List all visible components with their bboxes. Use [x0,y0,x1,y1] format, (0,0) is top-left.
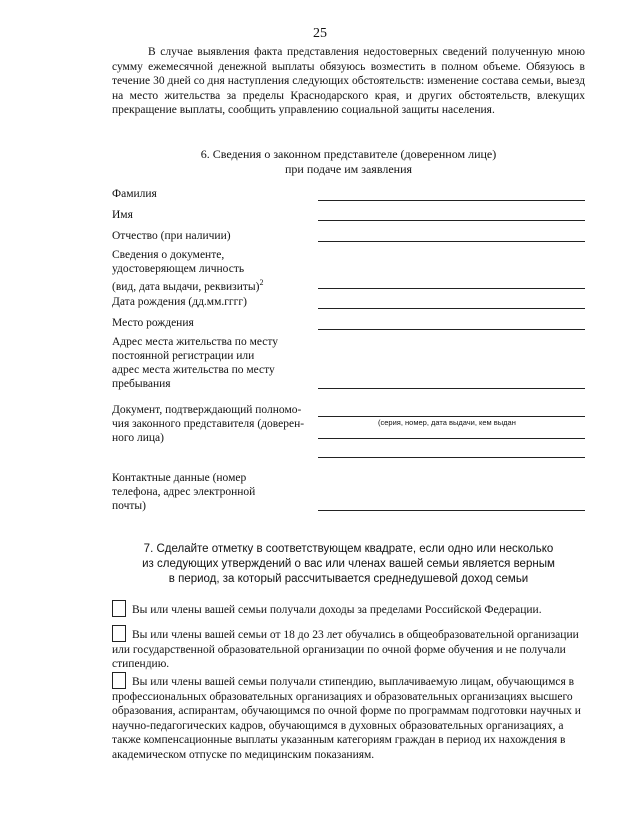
address-label-line: адрес места жительства по месту [112,364,275,376]
address-label-line: Адрес места жительства по месту [112,336,278,348]
address-field-line[interactable] [318,388,585,389]
section-7-title-line: 7. Сделайте отметку в соответствующем квадрате, если одно или несколько [143,543,554,555]
address-label [112,335,310,391]
section-6-title-line: 6. Сведения о законном представителе (доверенном лице) [200,147,497,161]
id-document-label-text: (вид, дата выдачи, реквизиты) [112,280,260,293]
authority-document-label [112,403,310,445]
authority-document-field-line-3[interactable] [318,457,585,458]
statement-checkbox[interactable] [112,600,126,617]
surname-field-line[interactable] [318,200,585,201]
patronymic-label: Отчество (при наличии) [112,230,231,242]
statement-item [112,672,585,762]
authority-document-hint: (серия, номер, дата выдачи, кем выдан [378,418,516,427]
address-label-line: пребывания [112,378,171,390]
statement-text: Вы или члены вашей семьи получали доходы за пределами Российской Федерации. [132,604,542,616]
authority-document-label-line: чия законного представителя (доверен- [112,418,305,430]
id-document-field-line[interactable] [318,288,585,289]
contacts-label [112,471,310,513]
address-label-line: постоянной регистрации или [112,350,255,362]
section-6-title [112,147,585,177]
page-number: 25 [313,26,327,41]
id-document-label-line: удостоверяющем личность [112,263,245,275]
section-7-title-line: в период, за который рассчитывается среднедушевой доход семьи [168,573,529,585]
section-7-title-line: из следующих утверждений о вас или членах вашей семьи является верным [142,558,555,570]
birth-place-field-line[interactable] [318,329,585,330]
contacts-label-line: телефона, адрес электронной [112,486,256,498]
authority-document-field-line[interactable] [318,416,585,417]
authority-document-field-line-2[interactable] [318,438,585,439]
statement-text: Вы или члены вашей семьи от 18 до 23 лет обучались в общеобразовательной организации или государственной образовательной организации по очной форме обучения и не получали стипендию. [112,629,579,670]
section-6-title-line: при подаче им заявления [284,162,413,176]
authority-document-label-line: ного лица) [112,432,164,444]
contacts-label-line: Контактные данные (номер [112,472,247,484]
section-7-title [112,542,585,587]
birth-place-label: Место рождения [112,317,194,329]
statement-checkbox[interactable] [112,625,126,642]
patronymic-field-line[interactable] [318,241,585,242]
name-label: Имя [112,209,133,221]
name-field-line[interactable] [318,220,585,221]
contacts-label-line: почты) [112,500,146,512]
statement-checkbox[interactable] [112,672,126,689]
id-document-label-line [112,276,310,294]
intro-paragraph: В случае выявления факта представления недостоверных сведений полученную мною сумму ежемесячной денежной выплаты обязуюсь возместить в полном объеме. Обязуюсь в течение 30 дней со дня наступления следующих обстоятельств: изменение состава семьи, выезд на место жительства за пределы Краснодарского края, и других обстоятельств, влекущих прекращение выплаты, сообщить управлению социальной защиты населения. [112,46,585,116]
authority-document-label-line: Документ, подтверждающий полномо- [112,404,302,416]
birth-date-field-line[interactable] [318,308,585,309]
id-document-label [112,248,310,294]
contacts-field-line[interactable] [318,510,585,511]
statement-item [112,600,585,618]
birth-date-label: Дата рождения (дд.мм.гггг) [112,296,247,308]
footnote-mark: 2 [259,278,264,287]
id-document-label-line: Сведения о документе, [112,249,225,261]
statement-text: Вы или члены вашей семьи получали стипендию, выплачиваемую лицам, обучающимся в профессиональных образовательных организациях и образовательных организациях высшего образования, аспирантам, обучающимся по очной форме по программам подготовки научных и научно-педагогических кадров, обучающимся в духовных образовательных организациях, а также компенсационные выплаты указанным категориям граждан в период их нахождения в академическом отпуске по медицинским показаниям. [112,676,581,761]
statement-item [112,625,585,672]
surname-label: Фамилия [112,188,157,200]
